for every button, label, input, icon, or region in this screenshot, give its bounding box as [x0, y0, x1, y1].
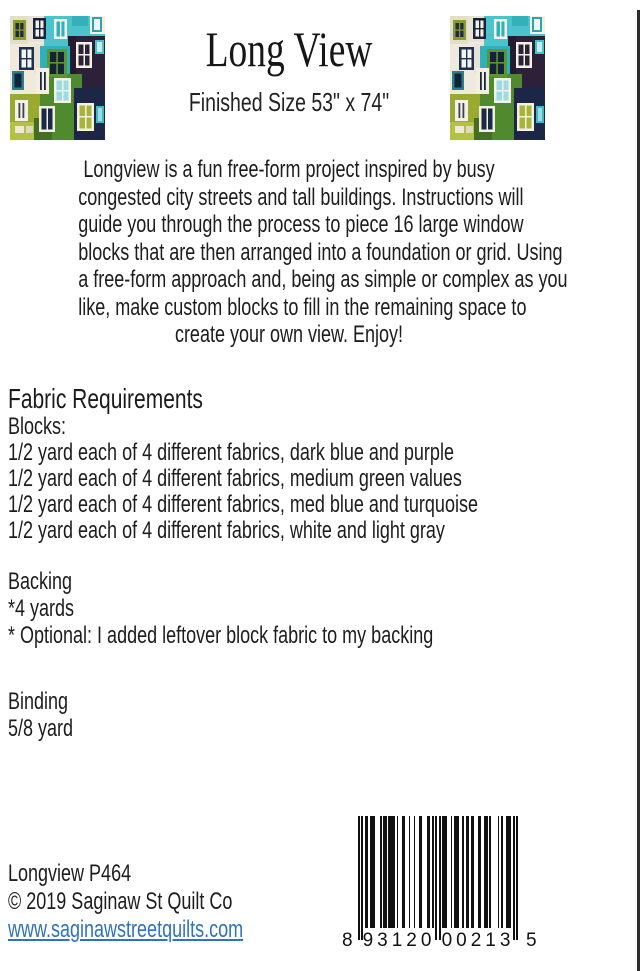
binding-yardage: 5/8 yard [8, 715, 74, 742]
barcode-bars [358, 816, 518, 940]
barcode-bar [478, 816, 481, 928]
barcode-bar [361, 816, 363, 940]
barcode-bar [506, 816, 511, 928]
barcode-bar [419, 816, 422, 928]
barcode-bar [388, 816, 395, 928]
description-line: guide you through the process to piece 16 large window [78, 211, 524, 238]
backing-heading: Backing [8, 568, 73, 595]
barcode-bar [513, 816, 515, 940]
upc-barcode [340, 816, 540, 950]
barcode-digit-group: 00213 [441, 930, 515, 951]
barcode-bar [409, 816, 411, 928]
barcode-bar [454, 816, 459, 928]
barcode-bar [380, 816, 382, 928]
description-line: create your own view. Enjoy! [174, 321, 404, 348]
page-title: Long View [205, 21, 373, 77]
barcode-bar [462, 816, 464, 928]
block-requirement-line: 1/2 yard each of 4 different fabrics, dark blue and purple [8, 439, 454, 466]
barcode-bar [466, 816, 469, 928]
barcode-bar [402, 816, 405, 928]
copyright-line: © 2019 Saginaw St Quilt Co [8, 888, 233, 915]
barcode-bar [365, 816, 368, 928]
fabric-requirements-section [8, 383, 478, 544]
blocks-label: Blocks: [8, 413, 67, 440]
barcode-bar [484, 816, 487, 928]
barcode-bar [435, 816, 437, 940]
backing-section [8, 568, 434, 649]
barcode-bar [498, 816, 500, 928]
barcode-bar [501, 816, 503, 928]
block-requirement-line: 1/2 yard each of 4 different fabrics, medium green values [8, 465, 462, 492]
barcode-bar [451, 816, 453, 928]
barcode-digit-left: 8 [342, 930, 353, 951]
barcode-digit-right: 5 [526, 930, 537, 951]
description-paragraph [78, 156, 568, 349]
barcode-bar [471, 816, 474, 928]
fabric-requirements-heading: Fabric Requirements [8, 383, 203, 414]
barcode-bar [427, 816, 430, 928]
barcode-bar [432, 816, 434, 928]
binding-section [8, 688, 430, 742]
description-line: blocks that are then arranged into a foundation or grid. Using [78, 238, 563, 266]
barcode-bar [383, 816, 386, 928]
barcode-bar [370, 816, 375, 928]
barcode-digit-group: 93120 [362, 930, 436, 951]
finished-size-subtitle: Finished Size 53" x 74" [188, 87, 390, 117]
barcode-bar [358, 816, 360, 940]
barcode-bar [442, 816, 447, 928]
pattern-code: Longview P464 [8, 860, 132, 887]
block-requirement-line: 1/2 yard each of 4 different fabrics, white and light gray [8, 517, 445, 544]
backing-optional-note: * Optional: I added leftover block fabric to my backing [8, 622, 434, 649]
description-line: Longview is a fun free-form project inspired by busy [83, 156, 495, 183]
description-line: congested city streets and tall buildings. Instructions will [78, 183, 524, 211]
description-line: like, make custom blocks to fill in the remaining space to [78, 293, 527, 321]
binding-heading: Binding [8, 688, 69, 715]
block-requirement-line: 1/2 yard each of 4 different fabrics, med blue and turquoise [8, 491, 478, 518]
page-fold-edge [637, 10, 640, 971]
barcode-bar [489, 816, 491, 928]
backing-yardage: *4 yards [8, 595, 75, 622]
barcode-bar [439, 816, 441, 940]
description-line: a free-form approach and, being as simple or complex as you [78, 266, 568, 293]
barcode-bar [397, 816, 399, 928]
barcode-bar [414, 816, 416, 928]
website-link[interactable]: www.saginawstreetquilts.com [8, 916, 244, 943]
barcode-bar [516, 816, 518, 940]
